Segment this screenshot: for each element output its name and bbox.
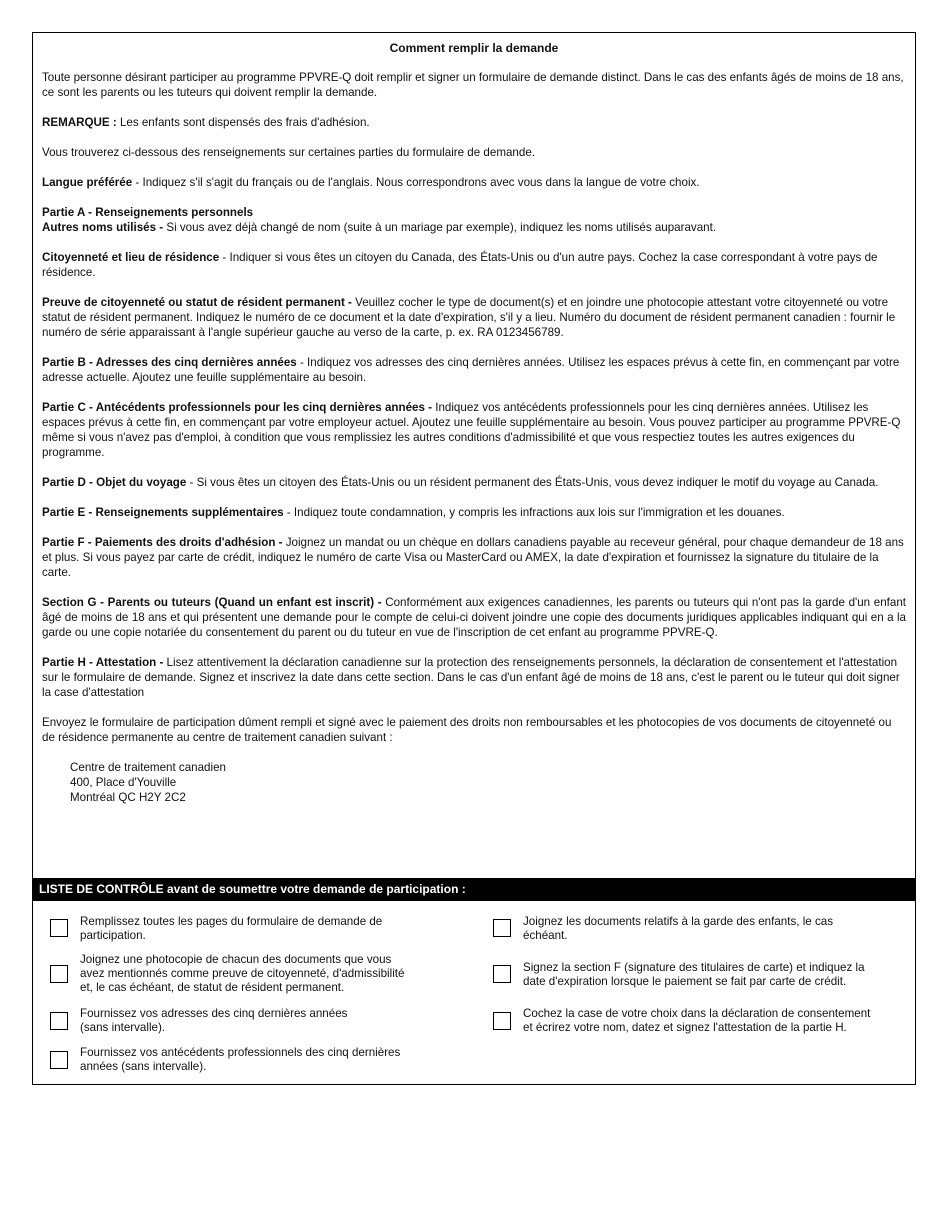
checklist-item-3: Fournissez vos adresses des cinq dernières années (sans intervalle).	[50, 1007, 450, 1039]
citizenship-paragraph	[42, 250, 906, 280]
remark-text: Les enfants sont dispensés des frais d'adhésion.	[116, 116, 370, 129]
part-b-label: Partie B - Adresses des cinq dernières années	[42, 356, 297, 369]
part-b-text: - Indiquez vos adresses des cinq dernières années. Utilisez les espaces prévus à cette fin, en commençant par votre adresse actuelle. Ajoutez une feuille supplémentaire au besoin.	[42, 356, 900, 384]
other-names-label: Autres noms utilisés -	[42, 221, 164, 234]
other-names-paragraph	[42, 220, 906, 235]
address-line-3: Montréal QC H2Y 2C2	[70, 791, 186, 804]
info-paragraph: Vous trouverez ci-dessous des renseignements sur certaines parties du formulaire de demande.	[42, 146, 535, 159]
part-a-heading: Partie A - Renseignements personnels	[42, 206, 254, 219]
part-f-paragraph	[42, 535, 906, 580]
checklist-item-2: Joignez une photocopie de chacun des documents que vous avez mentionnés comme preuve de citoyenneté, d'admissibilité et, le cas échéant, de statut de résident permanent.	[50, 953, 470, 997]
checkbox[interactable]	[50, 1012, 68, 1030]
address-line-2: 400, Place d'Youville	[70, 776, 177, 789]
part-h-label: Partie H - Attestation -	[42, 656, 164, 669]
checkbox[interactable]	[50, 1051, 68, 1069]
proof-label: Preuve de citoyenneté ou statut de résident permanent -	[42, 296, 352, 309]
part-e-paragraph	[42, 505, 906, 520]
language-paragraph	[42, 175, 906, 190]
mailing-address	[70, 760, 906, 805]
other-names-text: Si vous avez déjà changé de nom (suite à un mariage par exemple), indiquez les noms utilisés auparavant.	[163, 221, 717, 234]
part-e-label: Partie E - Renseignements supplémentaires	[42, 506, 284, 519]
language-text: - Indiquez s'il s'agit du français ou de l'anglais. Nous correspondrons avec vous dans la langue de votre choix.	[132, 176, 700, 189]
checklist-item-7: Cochez la case de votre choix dans la déclaration de consentement et écrirez votre nom, datez et signez l'attestation de la partie H.	[493, 1007, 908, 1039]
instructions-frame	[32, 32, 916, 1085]
checkbox[interactable]	[50, 965, 68, 983]
language-label: Langue préférée	[42, 176, 133, 189]
proof-text: Veuillez cocher le type de document(s) et en joindre une photocopie attestant votre citoyenneté ou votre statut de résident permanent. Indiquez le numéro de ce document et la date d'expiration, s'il y a lieu. Numéro du document de résident permanent canadien : fournir le numéro de série apparaissant à l'angle supérieur gauche au verso de la carte, p. ex. RA 0123456789.	[42, 296, 896, 339]
remark-paragraph	[42, 115, 906, 130]
part-d-label: Partie D - Objet du voyage	[42, 476, 187, 489]
part-c-label: Partie C - Antécédents professionnels pour les cinq dernières années -	[42, 401, 433, 414]
checkbox[interactable]	[493, 965, 511, 983]
proof-paragraph	[42, 295, 906, 340]
checkbox[interactable]	[493, 1012, 511, 1030]
citizenship-text: - Indiquer si vous êtes un citoyen du Canada, des États-Unis ou d'un autre pays. Cochez la case correspondant à votre pays de résidence.	[42, 251, 878, 279]
checklist-item-1: Remplissez toutes les pages du formulaire de demande de participation.	[50, 915, 450, 947]
checklist-item-6: Signez la section F (signature des titulaires de carte) et indiquez la date d'expiration lorsque le paiement se fait par carte de crédit.	[493, 961, 908, 993]
part-b-paragraph	[42, 355, 906, 385]
checkbox[interactable]	[50, 919, 68, 937]
part-d-paragraph	[42, 475, 906, 490]
part-c-text: Indiquez vos antécédents professionnels pour les cinq dernières années. Utilisez les espaces prévus à cette fin, en commençant par votre employeur actuel. Ajoutez une feuille supplémentaire au besoin. Vous pouvez participer au programme PPVRE-Q même si vous n'avez pas d'emploi, à condition que vous remplissiez les autres conditions d'admissibilité et que vous respectiez toutes les autres exigences du programme.	[42, 401, 901, 459]
section-g-label: Section G - Parents ou tuteurs (Quand un enfant est inscrit) -	[42, 596, 382, 609]
citizenship-label: Citoyenneté et lieu de résidence	[42, 251, 220, 264]
part-d-text: - Si vous êtes un citoyen des États-Unis ou un résident permanent des États-Unis, vous devez indiquer le motif du voyage au Canada.	[186, 476, 879, 489]
instructions-body	[42, 70, 906, 805]
part-f-label: Partie F - Paiements des droits d'adhésion -	[42, 536, 283, 549]
checkbox[interactable]	[493, 919, 511, 937]
section-g-text: Conformément aux exigences canadiennes, les parents ou tuteurs qui n'ont pas la garde d'un enfant âgé de moins de 18 ans et qui présentent une demande pour le compte de celui-ci doivent joindre une copie des documents juridiques applicables indiquant qui en a la garde ou une copie notariée du consentement du parent ou du tuteur en vue de l'inscription de cet enfant au programme PPVRE-Q.	[42, 596, 907, 639]
page-title: Comment remplir la demande	[389, 41, 559, 55]
checklist-item-4: Fournissez vos antécédents professionnels des cinq dernières années (sans intervalle).	[50, 1046, 450, 1078]
part-h-paragraph	[42, 655, 906, 700]
checklist-item-5: Joignez les documents relatifs à la garde des enfants, le cas échéant.	[493, 915, 903, 947]
part-e-text: - Indiquez toute condamnation, y compris les infractions aux lois sur l'immigration et les douanes.	[283, 506, 785, 519]
checklist-heading: LISTE DE CONTRÔLE avant de soumettre votre demande de participation :	[33, 878, 915, 901]
intro-paragraph: Toute personne désirant participer au programme PPVRE-Q doit remplir et signer un formulaire de demande distinct. Dans le cas des enfants âgés de moins de 18 ans, ce sont les parents ou les tuteurs qui doivent remplir la demande.	[42, 71, 904, 99]
part-h-text: Lisez attentivement la déclaration canadienne sur la protection des renseignements personnels, la déclaration de consentement et l'attestation sur le formulaire de demande. Signez et inscrivez la date dans cette section. Dans le cas d'un enfant âgé de moins de 18 ans, c'est le parent ou le tuteur qui doit signer la case d'attestation	[42, 656, 900, 699]
remark-label: REMARQUE :	[42, 116, 117, 129]
mailing-paragraph: Envoyez le formulaire de participation dûment rempli et signé avec le paiement des droits non remboursables et les photocopies de vos documents de citoyenneté ou de résidence permanente au centre de traitement canadien suivant :	[42, 716, 892, 744]
address-line-1: Centre de traitement canadien	[70, 761, 226, 774]
part-c-paragraph	[42, 400, 906, 460]
section-g-paragraph	[42, 595, 906, 640]
part-f-text: Joignez un mandat ou un chèque en dollars canadiens payable au receveur général, pour chaque demandeur de 18 ans et plus. Si vous payez par carte de crédit, indiquez le numéro de carte Visa ou MasterCard ou AMEX, la date d'expiration et fournissez la signature du titulaire de la carte.	[42, 536, 904, 579]
